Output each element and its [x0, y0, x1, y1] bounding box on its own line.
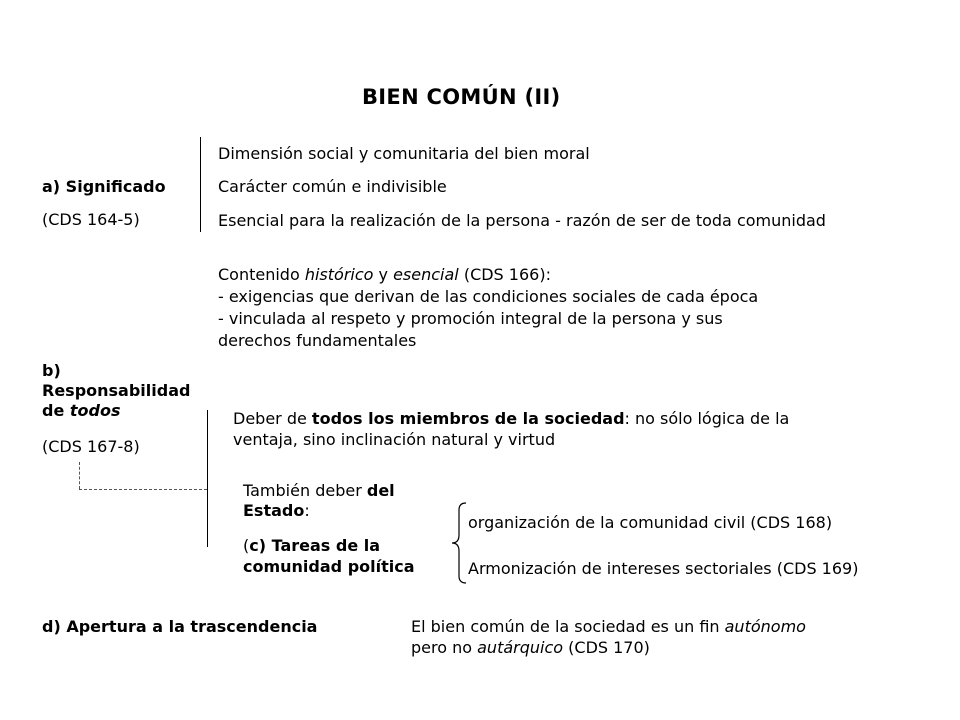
section-d-line-1: El bien común de la sociedad es un fin autónomo [411, 617, 806, 636]
page-title: BIEN COMÚN (II) [362, 85, 561, 109]
curly-brace-icon [450, 502, 470, 584]
estado-line-3: (c) Tareas de la [243, 536, 381, 555]
section-d-heading: d) Apertura a la trascendencia [42, 617, 318, 636]
tarea-item-2: Armonización de intereses sectoriales (CDS 169) [468, 559, 859, 578]
contenido-line-2: - vinculada al respeto y promoción integral de la persona y sus [218, 309, 723, 328]
estado-line-4: comunidad política [243, 557, 415, 576]
dashed-connector-horizontal [79, 489, 207, 490]
section-b-ref: (CDS 167-8) [42, 437, 140, 456]
tarea-item-1: organización de la comunidad civil (CDS 168) [468, 513, 833, 532]
section-a-bracket-line [200, 137, 201, 232]
dashed-connector-vertical [79, 462, 80, 489]
section-a-item-2: Carácter común e indivisible [218, 177, 447, 196]
contenido-line-1: - exigencias que derivan de las condiciones sociales de cada época [218, 287, 759, 306]
section-b-heading-line-2: Responsabilidad [42, 381, 191, 400]
section-b-heading-line-1: b) [42, 361, 61, 380]
deber-line-1: Deber de todos los miembros de la sociedad: no sólo lógica de la [233, 409, 790, 428]
section-a-heading: a) Significado [42, 177, 166, 196]
section-a-ref: (CDS 164-5) [42, 210, 140, 229]
section-b-bracket-line [207, 410, 208, 547]
estado-line-1: También deber del [243, 481, 395, 500]
estado-line-2: Estado: [243, 501, 310, 520]
section-a-item-3: Esencial para la realización de la persona - razón de ser de toda comunidad [218, 211, 826, 230]
section-b-heading-line-3: de todos [42, 401, 121, 420]
contenido-line-3: derechos fundamentales [218, 331, 417, 350]
section-d-line-2: pero no autárquico (CDS 170) [411, 638, 650, 657]
section-a-item-1: Dimensión social y comunitaria del bien moral [218, 144, 590, 163]
contenido-heading: Contenido histórico y esencial (CDS 166): [218, 265, 551, 284]
deber-line-2: ventaja, sino inclinación natural y virtud [233, 430, 556, 449]
